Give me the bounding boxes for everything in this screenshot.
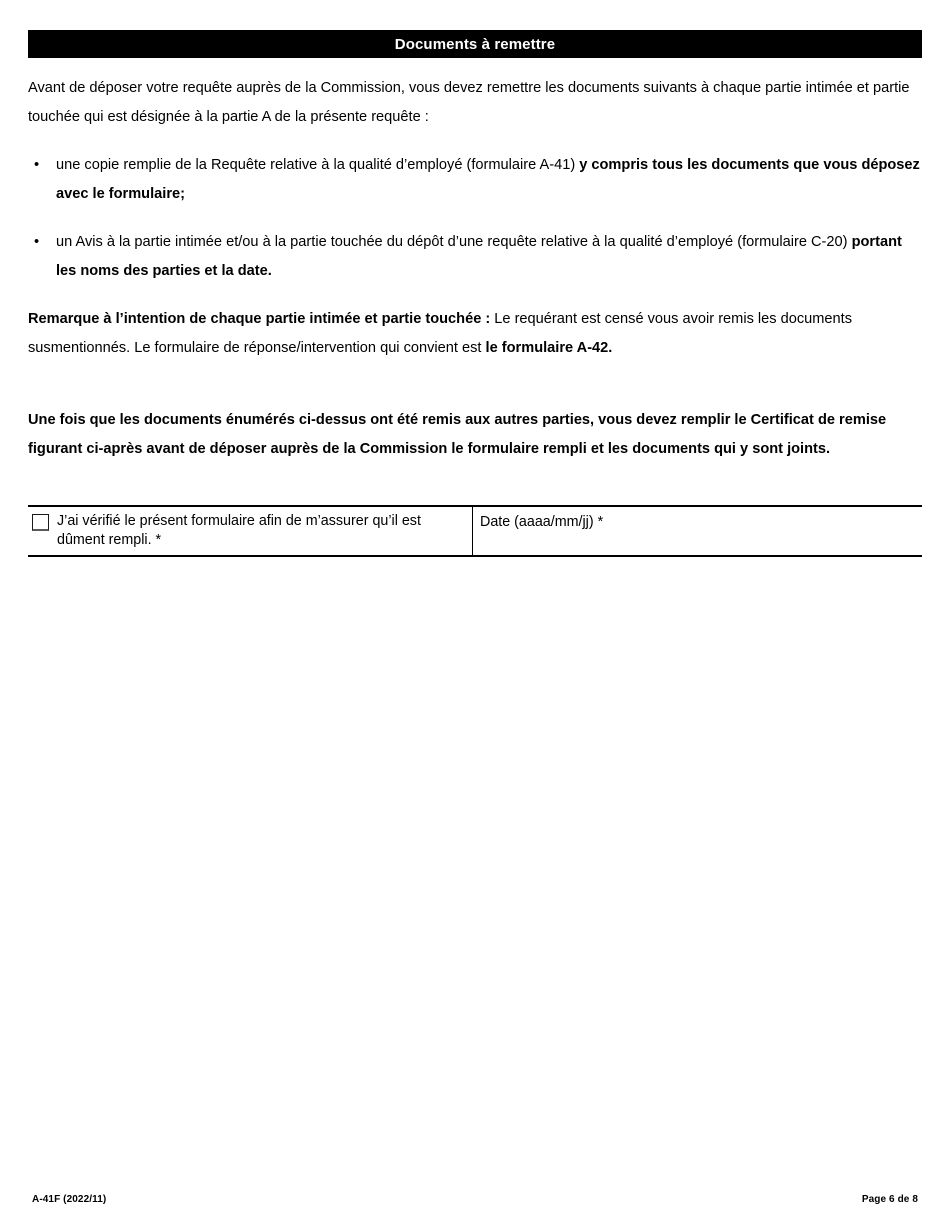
note-lead-bold: Remarque à l’intention de chaque partie intimée et partie touchée : xyxy=(28,310,491,327)
bullet-marker-icon: • xyxy=(34,233,40,250)
list-item xyxy=(28,151,922,210)
date-field-label: Date (aaaa/mm/jj) * xyxy=(480,513,604,530)
note-body-normal: Le requérant est censé vous avoir remis les documents susmentionnés. Le formulaire de réponse/intervention qui convient est xyxy=(28,310,853,357)
list-item-text-bold: y compris tous les documents que vous déposez avec le formulaire; xyxy=(56,156,920,203)
bullet-marker-icon: • xyxy=(34,156,40,173)
intro-paragraph: Avant de déposer votre requête auprès de la Commission, vous devez remettre les documents suivants à chaque partie intimée et partie touchée qui est désignée à la partie A de la présente requête : xyxy=(28,80,910,126)
note-paragraph xyxy=(28,305,922,364)
verification-checkbox[interactable] xyxy=(32,514,49,531)
page-footer xyxy=(32,1194,918,1205)
section-header-band xyxy=(28,30,922,58)
list-item-text xyxy=(56,228,922,287)
verification-cell xyxy=(28,507,473,555)
list-item-text xyxy=(56,151,922,210)
footer-page-number: Page 6 de 8 xyxy=(861,1194,918,1205)
list-item xyxy=(28,228,922,287)
conclusion-paragraph: Une fois que les documents énumérés ci-dessus ont été remis aux autres parties, vous devez remplir le Certificat de remise figurant ci-après avant de déposer auprès de la Commission le formulaire rempli et les documents qui y sont joints. xyxy=(28,411,887,458)
certificate-table xyxy=(28,505,922,557)
documents-bullet-list xyxy=(28,151,922,287)
list-item-text-normal: une copie remplie de la Requête relative à la qualité d’employé (formulaire A-41) xyxy=(56,156,580,173)
page-title: Documents à remettre xyxy=(394,35,556,53)
note-tail-bold: le formulaire A-42. xyxy=(485,340,613,357)
footer-form-code: A-41F (2022/11) xyxy=(32,1194,107,1205)
list-item-text-normal: un Avis à la partie intimée et/ou à la partie touchée du dépôt d’une requête relative à la qualité d’employé (formulaire C-20) xyxy=(56,233,852,250)
date-cell[interactable] xyxy=(473,507,922,555)
list-item-text-bold: portant les noms des parties et la date. xyxy=(56,233,902,280)
verification-label: J’ai vérifié le présent formulaire afin de m’assurer qu’il est dûment rempli. * xyxy=(57,512,421,548)
